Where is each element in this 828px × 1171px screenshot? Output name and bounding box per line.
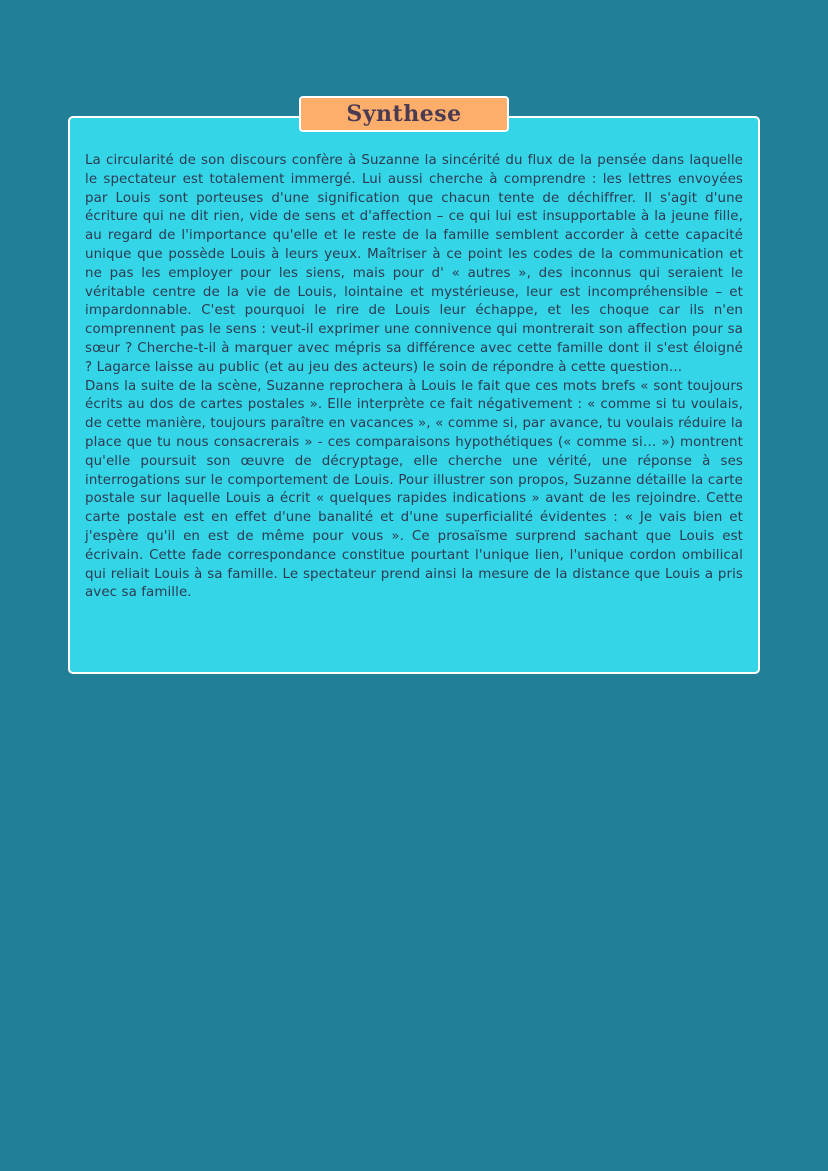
synthesis-paragraph-2: Dans la suite de la scène, Suzanne reprochera à Louis le fait que ces mots brefs « sont toujours écrits au dos de cartes postales ». Elle interprète ce fait négativement : « comme si tu voulais, de cette manière, toujours paraître en vacances », « comme si, par avance, tu voulais réduire la place que tu nous consacrerais » - ces comparaisons hypothétiques (« comme si… ») montrent qu'elle poursuit son œuvre de décryptage, elle cherche une vérité, une réponse à ses interrogations sur le comportement de Louis. Pour illustrer son propos, Suzanne détaille la carte postale sur laquelle Louis a écrit « quelques rapides indications » avant de les rejoindre. Cette carte postale est en effet d'une banalité et d'une superficialité évidentes : « Je vais bien et j'espère qu'il en est de même pour vous ». Ce prosaïsme surprend sachant que Louis est écrivain. Cette fade correspondance constitue pourtant l'unique lien, l'unique cordon ombilical qui reliait Louis à sa famille. Le spectateur prend ainsi la mesure de la distance que Louis a pris avec sa famille. <box>85 378 743 601</box>
synthesis-box <box>68 116 760 674</box>
synthesis-title: Synthese <box>299 96 509 132</box>
synthesis-paragraph-1: La circularité de son discours confère à Suzanne la sincérité du flux de la pensée dans laquelle le spectateur est totalement immergé. Lui aussi cherche à comprendre : les lettres envoyées par Louis sont porteuses d'une signification que chacun tente de déchiffrer. Il s'agit d'une écriture qui ne dit rien, vide de sens et d'affection – ce qui lui est insupportable à la jeune fille, au regard de l'importance qu'elle et le reste de la famille semblent accorder à cette capacité unique que possède Louis à leurs yeux. Maîtriser à ce point les codes de la communication et ne pas les employer pour les siens, mais pour d' « autres », des inconnus qui seraient le véritable centre de la vie de Louis, lointaine et mystérieuse, leur est incompréhensible – et impardonnable. C'est pourquoi le rire de Louis leur échappe, et les choque car ils n'en comprennent pas le sens : veut-il exprimer une connivence qui montrerait son affection pour sa sœur ? Cherche-t-il à marquer avec mépris sa différence avec cette famille dont il s'est éloigné ? Lagarce laisse au public (et au jeu des acteurs) le soin de répondre à cette question… <box>85 153 743 375</box>
